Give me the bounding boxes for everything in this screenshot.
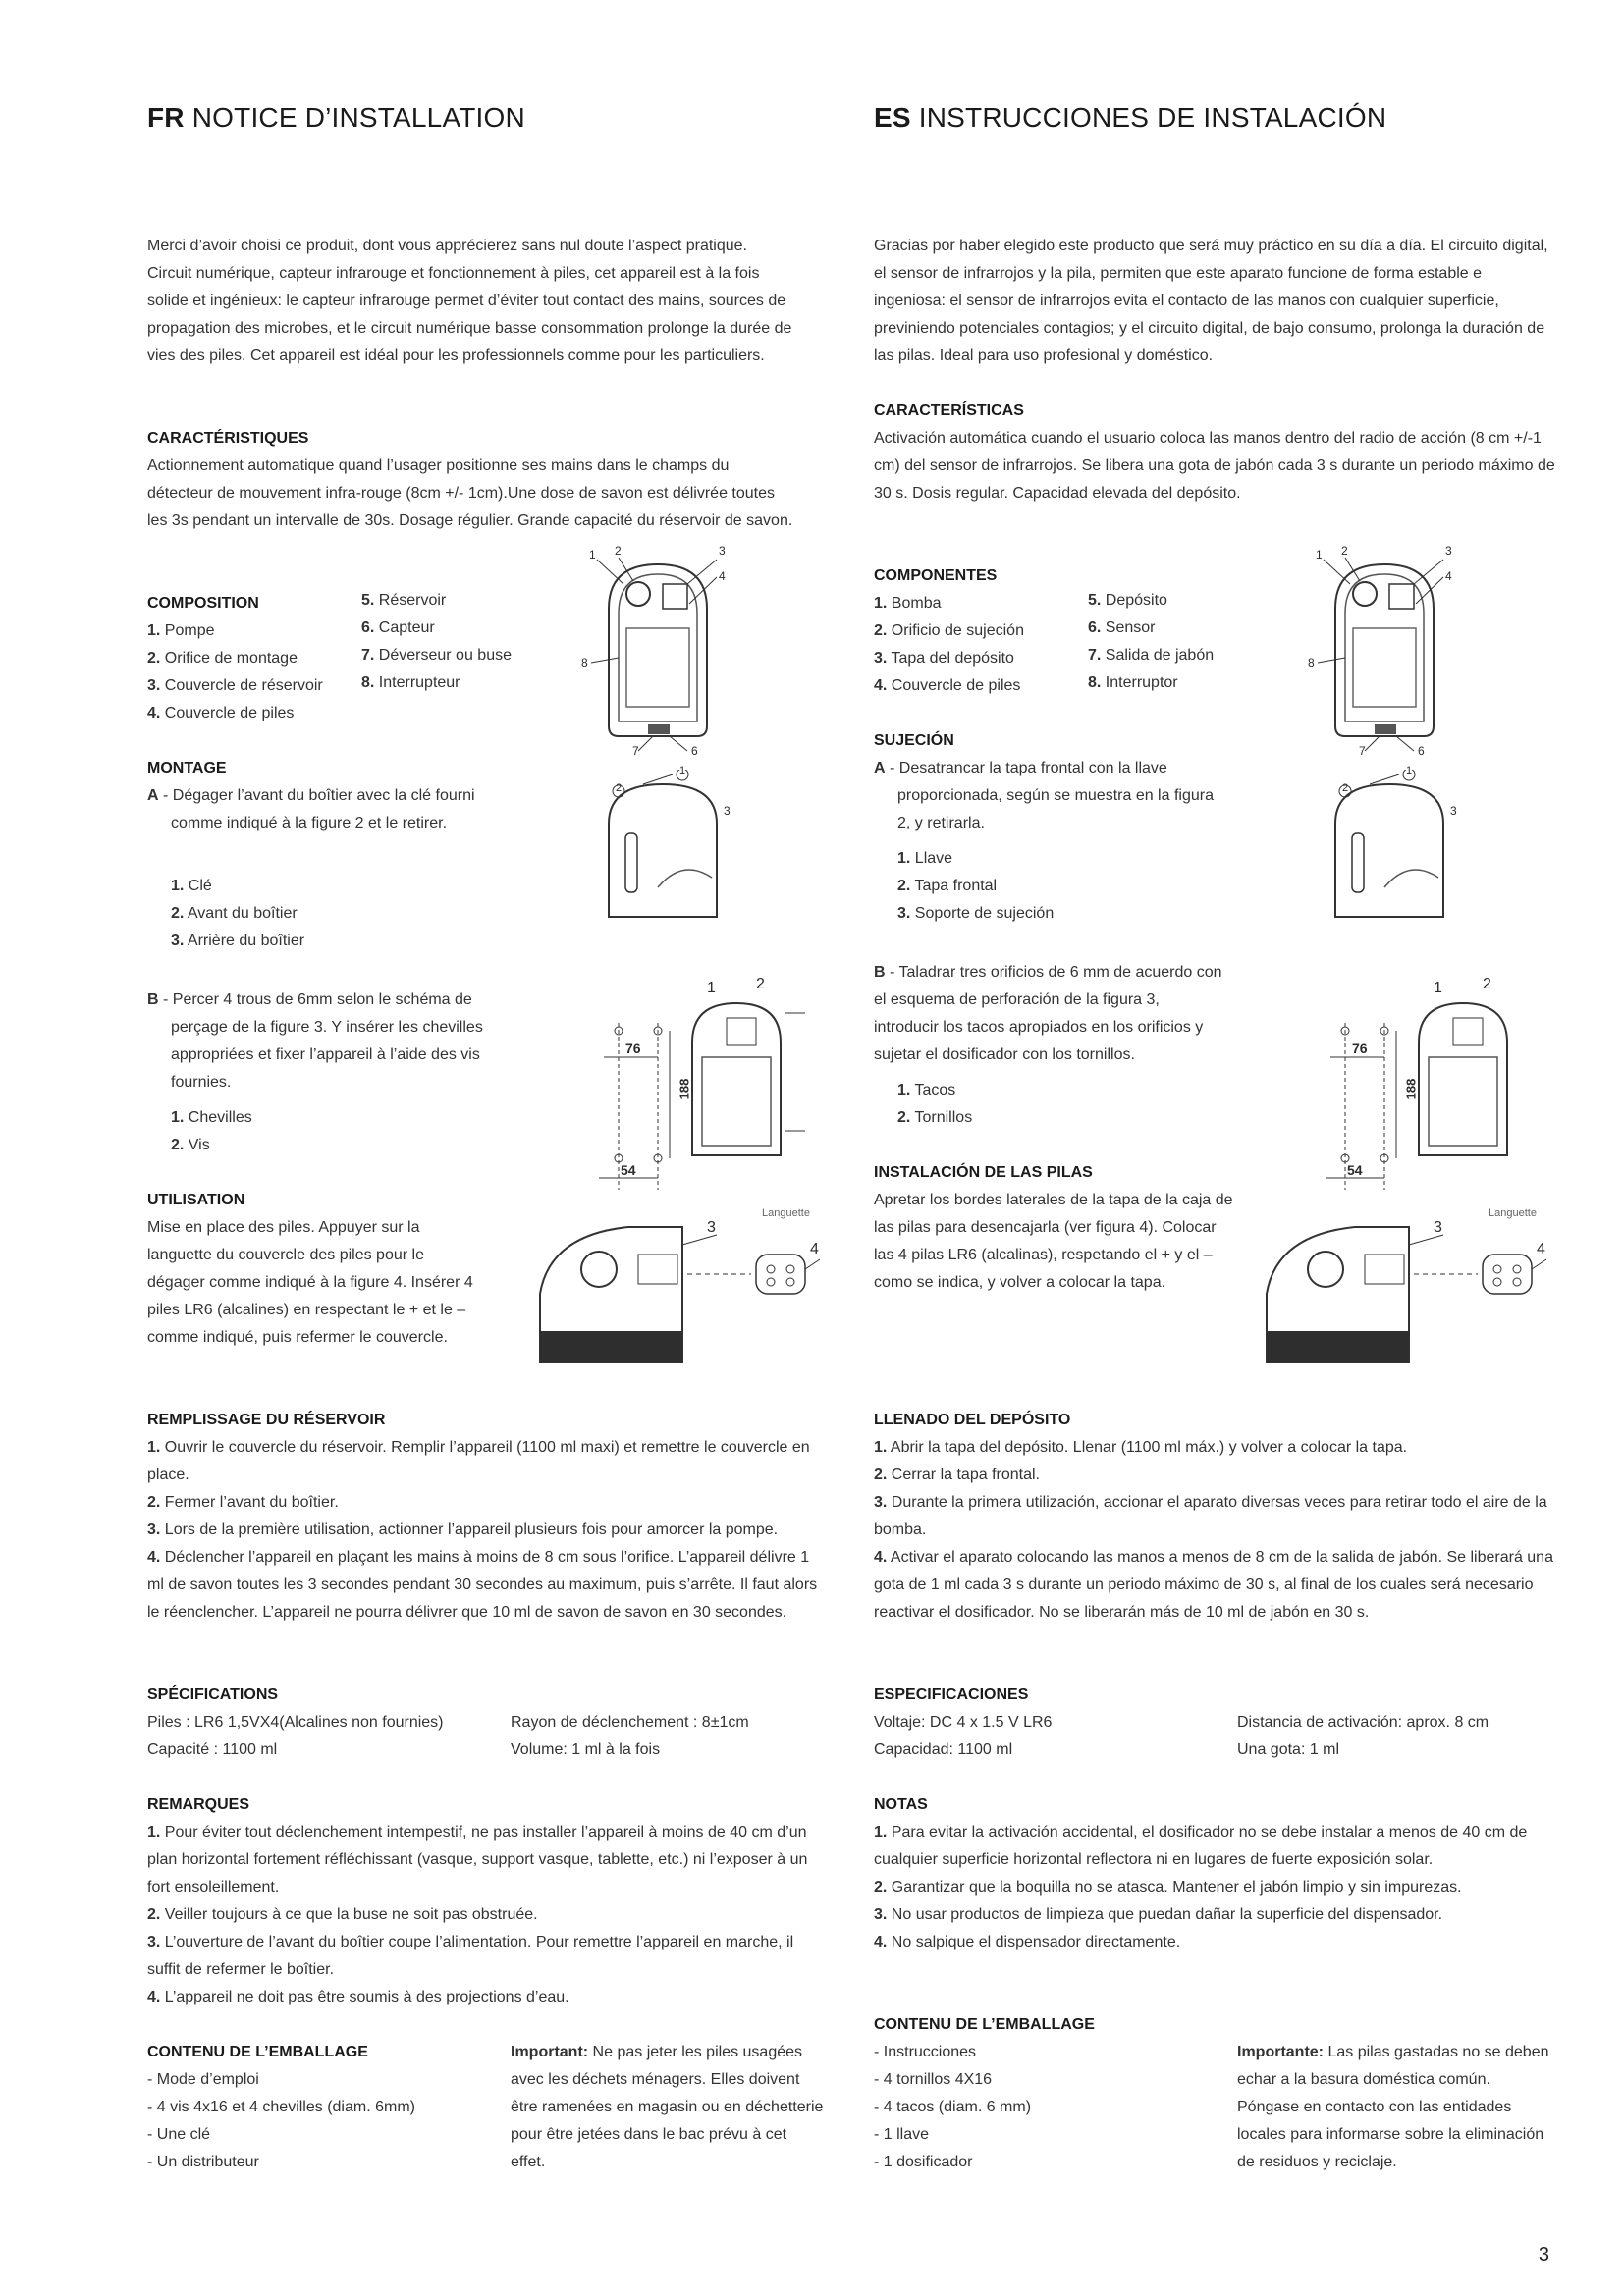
drilling-diagram-drawing [1306, 984, 1542, 1200]
fig1-label-4: 4 [1445, 569, 1452, 583]
fig4-label-4: 4 [810, 1241, 819, 1257]
list-item: 4. L’appareil ne doit pas être soumis à des projections d’eau. [147, 1989, 569, 2005]
language-code-fr: FR [147, 102, 185, 133]
important-note-es: Importante: Las pilas gastadas no se deben echar a la basura doméstica común. Póngase en contacto con las entidades locales para informarse sobre la eliminación de residuos y reciclaje. [1237, 2044, 1549, 2170]
important-note-fr: Important: Ne pas jeter les piles usagées avec les déchets ménagers. Elles doivent être ramenées en magasin ou en déchetterie pour être jetées dans le bac prévu à cet effet. [511, 2044, 824, 2170]
list-item: 1. Tacos [897, 1082, 956, 1098]
montage-b-fr: B - Percer 4 trous de 6mm selon le schéma de perçage de la figure 3. Y insérer les chevilles appropriées et fixer l’appareil à l’aide des vis fournies. [147, 991, 483, 1091]
title-text-es: INSTRUCCIONES DE INSTALACIÓN [918, 102, 1387, 133]
notes-title-fr: REMARQUES [147, 1796, 250, 1813]
fig4-tab-label: Languette [762, 1207, 810, 1219]
list-item: 4. Activar el aparato colocando las manos a menos de 8 cm de la salida de jabón. Se liberará una gota de 1 ml cada 3 s durante un periodo máximo de 30 s, al final de los cuales será necesario reactivar el dosificador. No se liberarán más de 10 ml de jabón en 30 s. [874, 1549, 1553, 1621]
figure-4-batteries-es [1257, 1207, 1551, 1372]
list-item: - 4 vis 4x16 et 4 chevilles (diam. 6mm) [147, 2099, 415, 2115]
fig3-dim-54: 54 [1347, 1162, 1363, 1178]
list-item: 5. Réservoir [361, 592, 447, 609]
battery-compartment-drawing [530, 1215, 825, 1372]
figure-2-front-cover-es [1330, 765, 1468, 927]
list-item: - 4 tacos (diam. 6 mm) [874, 2099, 1032, 2115]
page-title-es [874, 102, 1386, 133]
list-item: 3. L’ouverture de l’avant du boîtier coupe l’alimentation. Pour remettre l’appareil en marche, il suffit de refermer le boîtier. [147, 1934, 794, 1978]
list-item: 5. Depósito [1088, 592, 1167, 609]
fig2-label-1: 1 [679, 765, 686, 776]
list-item: 8. Interruptor [1088, 674, 1178, 691]
fig1-label-2: 2 [615, 544, 622, 558]
list-item: - 1 dosificador [874, 2154, 973, 2170]
fig2-label-3: 3 [724, 804, 731, 818]
spec-left-fr [147, 1709, 444, 1764]
list-item: 3. Durante la primera utilización, accionar el aparato diversas veces para retirar todo el aire de la bomba. [874, 1494, 1547, 1538]
list-item: 1. Para evitar la activación accidental, el dosificador no se debe instalar a menos de 40 cm de cualquier superficie horizontal reflectora ni en lugares de fuerte exposición solar. [874, 1824, 1528, 1868]
fig2-label-1: 1 [1406, 765, 1413, 776]
list-item: 8. Interrupteur [361, 674, 460, 691]
list-item: 2. Cerrar la tapa frontal. [874, 1467, 1040, 1483]
fig2-label-2: 2 [1342, 782, 1349, 794]
composition-left-es [874, 590, 1024, 700]
composition-left-fr [147, 617, 323, 727]
list-item: 1. Pompe [147, 622, 215, 639]
list-item: 6. Sensor [1088, 619, 1156, 636]
list-item: 3. Soporte de sujeción [897, 905, 1055, 922]
list-item: 4. No salpique el dispensador directamente. [874, 1934, 1181, 1950]
list-item: 2. Vis [171, 1137, 210, 1153]
list-item: 3. Lors de la première utilisation, actionner l’appareil plusieurs fois pour amorcer la pompe. [147, 1522, 779, 1538]
package-list-es [874, 2039, 1031, 2176]
list-item: 2. Veiller toujours à ce que la buse ne soit pas obstruée. [147, 1906, 538, 1923]
montage-title-fr: MONTAGE [147, 760, 227, 776]
list-item: Voltaje: DC 4 x 1.5 V LR6 [874, 1714, 1053, 1731]
fig1-label-8: 8 [1308, 656, 1315, 669]
list-item: - 4 tornillos 4X16 [874, 2071, 993, 2088]
list-item: 2. Tapa frontal [897, 878, 998, 894]
list-item: 4. Déclencher l’appareil en plaçant les mains à moins de 8 cm sous l’orifice. L’appareil délivre 1 ml de savon toutes les 3 secondes pendant 30 secondes au maximum, puis s’arrête. Il faut alors le réenclencher. L’appareil ne pourra délivrer que 10 ml de savon de savon en 30 secondes. [147, 1549, 818, 1621]
list-item: 1. Chevilles [171, 1109, 252, 1126]
list-item: 2. Garantizar que la boquilla no se atasca. Mantener el jabón limpio y sin impurezas. [874, 1879, 1462, 1896]
list-item: Rayon de déclenchement : 8±1cm [511, 1714, 749, 1731]
usage-title-es: INSTALACIÓN DE LAS PILAS [874, 1164, 1093, 1181]
fig1-label-1: 1 [589, 548, 596, 561]
list-item: 4. Couvercle de piles [874, 677, 1021, 694]
fig1-label-7: 7 [632, 744, 639, 758]
list-item: 3. No usar productos de limpieza que puedan dañar la superficie del dispensador. [874, 1906, 1443, 1923]
montage-a-list-es [897, 845, 1054, 928]
spec-right-fr [511, 1709, 749, 1764]
list-item: 7. Déverseur ou buse [361, 647, 512, 664]
list-item: - Une clé [147, 2126, 211, 2143]
list-item: 6. Capteur [361, 619, 435, 636]
list-item: 3. Arrière du boîtier [171, 933, 305, 949]
notes-list-es [874, 1819, 1561, 1956]
list-item: - Mode d’emploi [147, 2071, 259, 2088]
list-item: 1. Pour éviter tout déclenchement intempestif, ne pas installer l’appareil à moins de 40 cm d’un plan horizontal fortement réfléchissant (vasque, support vasque, tablette, etc.) ni l’exposer à un fort ensoleillement. [147, 1824, 808, 1896]
list-item: - 1 llave [874, 2126, 930, 2143]
drilling-diagram-drawing [579, 984, 815, 1200]
dispenser-cutaway-drawing [579, 550, 736, 756]
list-item: 3. Tapa del depósito [874, 650, 1014, 667]
intro-fr: Merci d’avoir choisi ce produit, dont vous apprécierez sans nul doute l’aspect pratique. Circuit numérique, capteur infrarouge et fonctionnement à piles, cet appareil est à la fois solide et ingénieux: le capteur infrarouge permet d’éviter tout contact des mains, sources de propagation des microbes, et le circuit numérique basse consommation prolonge la durée de vies des piles. Cet appareil est idéal pour les professionnels comme pour les particuliers. [147, 238, 792, 364]
spec-title-fr: SPÉCIFICATIONS [147, 1686, 279, 1703]
refill-list-fr [147, 1434, 830, 1627]
fig3-label-1: 1 [707, 980, 716, 996]
features-title-fr: CARACTÉRISTIQUES [147, 430, 309, 447]
usage-text-fr: Mise en place des piles. Appuyer sur la languette du couvercle des piles pour le dégager comme indiqué à la figure 4. Insérer 4 piles LR6 (alcalines) en respectant le + et le – comme indiqué, puis refermer le couvercle. [147, 1219, 473, 1346]
fig4-label-3: 3 [1434, 1219, 1442, 1236]
composition-title-es: COMPONENTES [874, 567, 998, 584]
montage-a-list-fr [171, 873, 304, 955]
list-item: Piles : LR6 1,5VX4(Alcalines non fournies) [147, 1714, 444, 1731]
montage-b-list-es [897, 1077, 972, 1132]
list-item: 2. Fermer l’avant du boîtier. [147, 1494, 339, 1511]
fig3-dim-54: 54 [621, 1162, 636, 1178]
usage-title-fr: UTILISATION [147, 1192, 245, 1208]
dispenser-cutaway-drawing [1306, 550, 1463, 756]
fig1-label-1: 1 [1316, 548, 1323, 561]
refill-list-es [874, 1434, 1561, 1627]
fig4-label-3: 3 [707, 1219, 716, 1236]
package-title-fr: CONTENU DE L’EMBALLAGE [147, 2044, 368, 2060]
list-item: - Un distributeur [147, 2154, 259, 2170]
montage-title-es: SUJECIÓN [874, 732, 954, 749]
dispenser-front-drawing [604, 770, 741, 927]
list-item: - Instrucciones [874, 2044, 977, 2060]
fig1-label-4: 4 [719, 569, 726, 583]
list-item: 2. Tornillos [897, 1109, 973, 1126]
fig3-dim-76: 76 [1352, 1041, 1368, 1056]
page-number: 3 [1538, 2244, 1549, 2266]
intro-es: Gracias por haber elegido este producto que será muy práctico en su día a día. El circuito digital, el sensor de infrarrojos y la pila, permiten que este aparato funcione de forma estable e ingeniosa: el sensor de infrarrojos evita el contacto de las manos con cualquier superficie, previniendo potenciales contagios; y el circuito digital, de bajo consumo, prolonga la duración de las pilas. Ideal para uso profesional y doméstico. [874, 238, 1548, 364]
features-title-es: CARACTERÍSTICAS [874, 402, 1024, 419]
list-item: 2. Orifice de montage [147, 650, 298, 667]
list-item: 1. Llave [897, 850, 953, 867]
fig2-label-2: 2 [616, 782, 623, 794]
montage-b-list-fr [171, 1104, 252, 1159]
fig4-label-4: 4 [1537, 1241, 1545, 1257]
package-list-fr [147, 2066, 415, 2176]
montage-b-es: B - Taladrar tres orificios de 6 mm de acuerdo con el esquema de perforación de la figura 3, introducir los tacos apropiados en los orificios y sujetar el dosificador con los tornillos. [874, 964, 1222, 1063]
list-item: Capacité : 1100 ml [147, 1741, 278, 1758]
title-text-fr: NOTICE D’INSTALLATION [191, 102, 525, 133]
list-item: 1. Ouvrir le couvercle du réservoir. Remplir l’appareil (1100 ml maxi) et remettre le couvercle en place. [147, 1439, 810, 1483]
features-text-fr: Actionnement automatique quand l’usager positionne ses mains dans le champs du détecteur de mouvement infra-rouge (8cm +/- 1cm).Une dose de savon est délivrée toutes les 3s pendant un intervalle de 30s. Dosage régulier. Grande capacité du réservoir de savon. [147, 457, 793, 529]
fig1-label-7: 7 [1359, 744, 1366, 758]
fig1-label-8: 8 [581, 656, 588, 669]
fig3-dim-188: 188 [677, 1078, 692, 1100]
figure-3-drilling-es [1306, 976, 1542, 1200]
spec-title-es: ESPECIFICACIONES [874, 1686, 1029, 1703]
list-item: 4. Couvercle de piles [147, 705, 295, 721]
fig4-tab-label: Languette [1489, 1207, 1537, 1219]
refill-title-fr: REMPLISSAGE DU RÉSERVOIR [147, 1412, 386, 1428]
fig3-label-2: 2 [1483, 976, 1491, 992]
page-title-fr [147, 102, 525, 133]
notes-title-es: NOTAS [874, 1796, 928, 1813]
spec-left-es [874, 1709, 1052, 1764]
fig3-label-1: 1 [1434, 980, 1442, 996]
fig2-label-3: 3 [1450, 804, 1457, 818]
list-item: Una gota: 1 ml [1237, 1741, 1340, 1758]
list-item: 3. Couvercle de réservoir [147, 677, 323, 694]
notes-list-fr [147, 1819, 830, 2011]
features-text-es: Activación automática cuando el usuario coloca las manos dentro del radio de acción (8 cm +/-1 cm) del sensor de infrarrojos. Se libera una gota de jabón cada 3 s durante un periodo máximo de 30 s. Dosis regular. Capacidad elevada del depósito. [874, 430, 1555, 502]
composition-right-fr [361, 587, 512, 697]
composition-title-fr: COMPOSITION [147, 595, 259, 612]
figure-4-batteries-fr [530, 1207, 825, 1372]
usage-text-es: Apretar los bordes laterales de la tapa de la caja de las pilas para desencajarla (ver figura 4). Colocar las 4 pilas LR6 (alcalinas), respetando el + y el – como se indica, y volver a colocar la tapa. [874, 1192, 1233, 1291]
fig1-label-3: 3 [1445, 544, 1452, 558]
list-item: 1. Abrir la tapa del depósito. Llenar (1100 ml máx.) y volver a colocar la tapa. [874, 1439, 1408, 1456]
fig3-dim-188: 188 [1403, 1078, 1419, 1100]
fig1-label-6: 6 [1418, 744, 1425, 758]
language-code-es: ES [874, 102, 911, 133]
fig3-dim-76: 76 [625, 1041, 641, 1056]
figure-2-front-cover-fr [604, 765, 741, 927]
list-item: 1. Clé [171, 878, 212, 894]
montage-a-es: A - Desatrancar la tapa frontal con la llave proporcionada, según se muestra en la figura 2, y retirarla. [874, 760, 1214, 831]
list-item: Capacidad: 1100 ml [874, 1741, 1013, 1758]
figure-3-drilling-fr [579, 976, 815, 1200]
figure-1-dispenser-parts-fr [579, 544, 736, 758]
list-item: Distancia de activación: aprox. 8 cm [1237, 1714, 1489, 1731]
spec-right-es [1237, 1709, 1489, 1764]
fig1-label-2: 2 [1341, 544, 1348, 558]
list-item: 2. Avant du boîtier [171, 905, 298, 922]
package-title-es: CONTENU DE L’EMBALLAGE [874, 2016, 1095, 2033]
figure-1-dispenser-parts-es [1306, 544, 1463, 758]
fig3-label-2: 2 [756, 976, 765, 992]
list-item: 7. Salida de jabón [1088, 647, 1215, 664]
montage-a-fr: A - Dégager l’avant du boîtier avec la clé fourni comme indiqué à la figure 2 et le retirer. [147, 787, 475, 831]
dispenser-front-drawing [1330, 770, 1468, 927]
list-item: Volume: 1 ml à la fois [511, 1741, 661, 1758]
refill-title-es: LLENADO DEL DEPÓSITO [874, 1412, 1071, 1428]
fig1-label-6: 6 [691, 744, 698, 758]
list-item: 1. Bomba [874, 595, 942, 612]
battery-compartment-drawing [1257, 1215, 1551, 1372]
list-item: 2. Orificio de sujeción [874, 622, 1024, 639]
composition-right-es [1088, 587, 1214, 697]
fig1-label-3: 3 [719, 544, 726, 558]
